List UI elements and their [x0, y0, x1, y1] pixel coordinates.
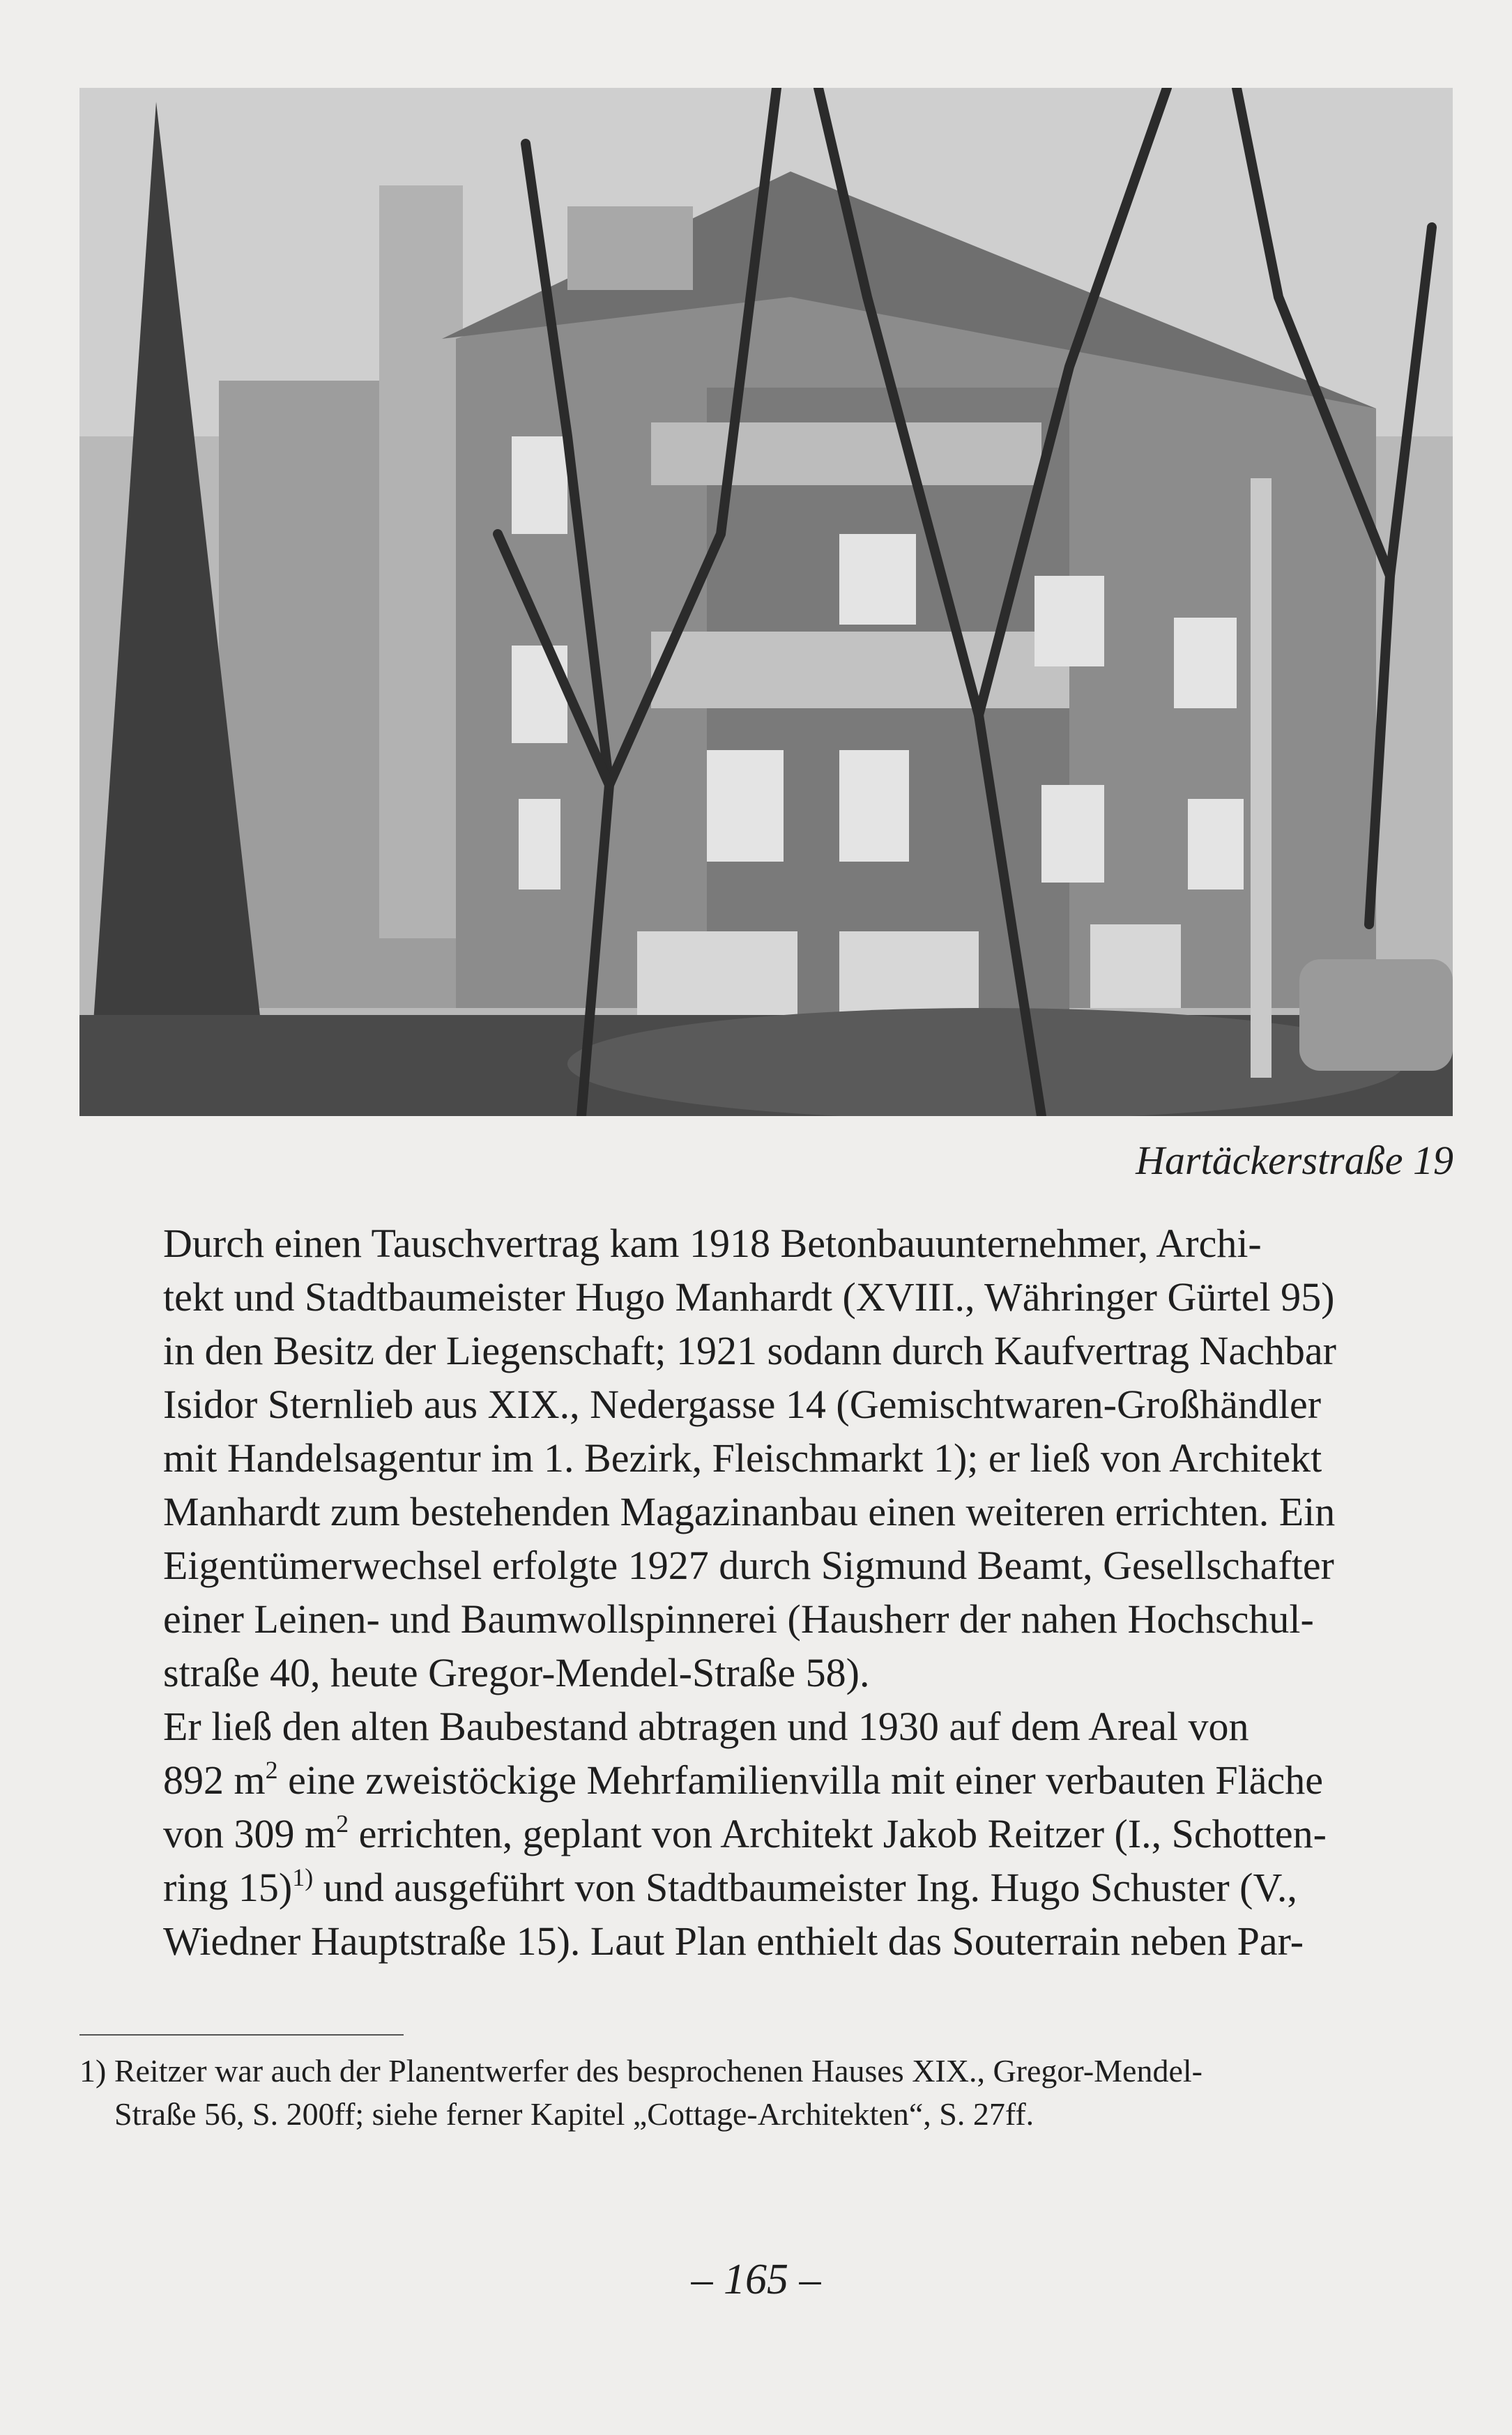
page-number: – 165 – — [691, 2256, 821, 2303]
text-line: Isidor Sternlieb aus XIX., Nedergasse 14 (Gemischtwaren-Großhändler — [163, 1382, 1322, 1427]
text-line: Er ließ den alten Baubestand abtragen und 1930 auf dem Areal von — [163, 1704, 1249, 1749]
superscript: 2 — [265, 1756, 278, 1784]
text-fragment: von 309 m — [163, 1811, 337, 1856]
paragraph-2 — [79, 1700, 1390, 1968]
text-line: Manhardt zum bestehenden Magazinanbau einen weiteren errichten. Ein — [163, 1489, 1336, 1534]
footnote-ref[interactable]: 1) — [292, 1863, 314, 1891]
text-fragment: und ausgeführt von Stadtbaumeister Ing. Hugo Schuster (V., — [313, 1865, 1297, 1910]
text-fragment: 892 m — [163, 1757, 266, 1803]
body-text — [79, 1216, 1390, 1968]
superscript: 2 — [336, 1810, 349, 1838]
text-fragment: eine zweistöckige Mehrfamilienvilla mit einer verbauten Fläche — [277, 1757, 1323, 1803]
text-line: tekt und Stadtbaumeister Hugo Manhardt (XVIII., Währinger Gürtel 95) — [163, 1274, 1335, 1320]
text-line — [79, 1807, 1390, 1861]
text-line: Durch einen Tauschvertrag kam 1918 Betonbauunternehmer, Archi- — [163, 1221, 1262, 1266]
footnote-line: Straße 56, S. 200ff; siehe ferner Kapitel „Cottage-Architekten“, S. 27ff. — [114, 2096, 1034, 2132]
text-line: in den Besitz der Liegenschaft; 1921 sodann durch Kaufvertrag Nachbar — [163, 1328, 1336, 1373]
text-line — [79, 1861, 1390, 1914]
text-fragment: ring 15) — [163, 1865, 293, 1910]
building-photo-drawing — [79, 88, 1453, 1116]
photo-caption: Hartäckerstraße 19 — [1136, 1138, 1453, 1183]
text-fragment: errichten, geplant von Architekt Jakob Reitzer (I., Schotten- — [349, 1811, 1327, 1856]
text-line: Wiedner Hauptstraße 15). Laut Plan enthielt das Souterrain neben Par- — [163, 1918, 1304, 1964]
footnote-divider — [79, 2034, 404, 2036]
paragraph-1 — [79, 1216, 1390, 1700]
text-line: einer Leinen- und Baumwollspinnerei (Hausherr der nahen Hochschul- — [163, 1596, 1314, 1642]
text-line — [79, 1753, 1390, 1807]
footnote-line: 1) Reitzer war auch der Planentwerfer des besprochenen Hauses XIX., Gregor-Mendel- — [79, 2053, 1202, 2089]
text-line: mit Handelsagentur im 1. Bezirk, Fleischmarkt 1); er ließ von Architekt — [163, 1435, 1322, 1481]
footnote — [79, 2049, 1404, 2136]
text-line: straße 40, heute Gregor-Mendel-Straße 58). — [163, 1650, 870, 1695]
building-photo — [79, 88, 1453, 1116]
text-line: Eigentümerwechsel erfolgte 1927 durch Sigmund Beamt, Gesellschafter — [163, 1543, 1334, 1588]
